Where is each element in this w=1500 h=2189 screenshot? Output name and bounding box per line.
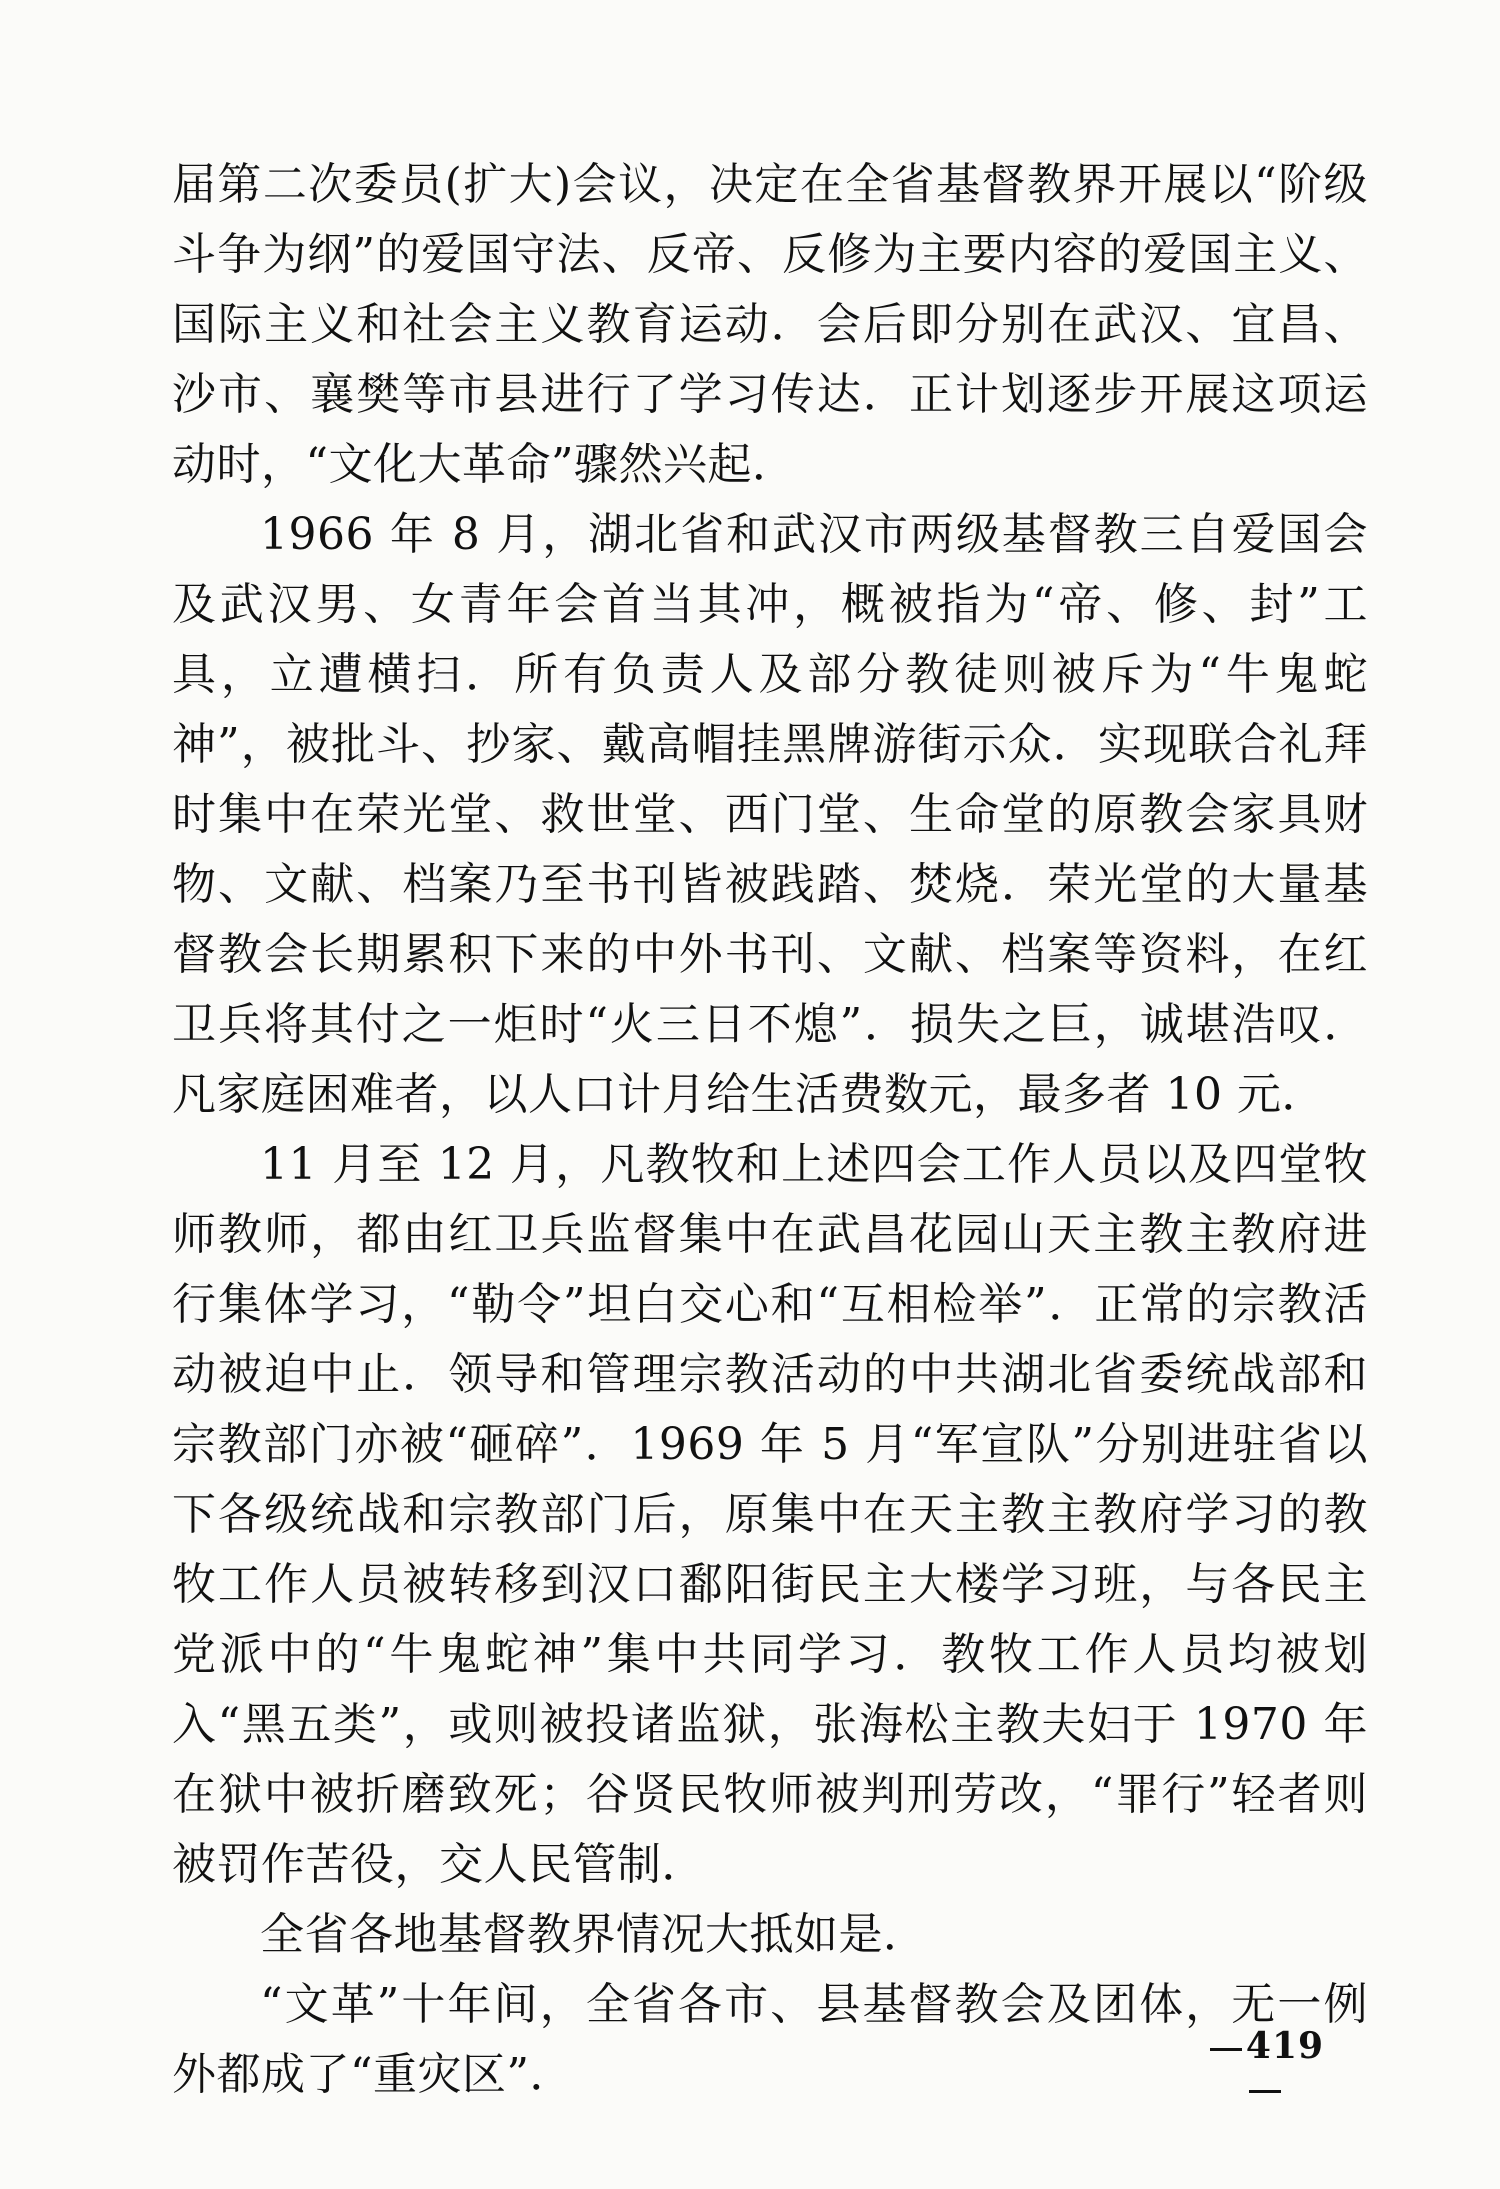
paragraph-continued: 届第二次委员(扩大)会议，决定在全省基督教界开展以“阶级斗争为纲”的爱国守法、反帝、反修为主要内容的爱国主义、国际主义和社会主义教育运动．会后即分别在武汉、宜昌、沙市、襄樊等市县进行了学习传达．正计划逐步开展这项运动时，“文化大革命”骤然兴起． — [172, 159, 1368, 490]
paragraph: “文革”十年间，全省各市、县基督教会及团体，无一例外都成了“重灾区”． — [172, 1979, 1368, 2100]
page-number-dash-left — [1210, 2048, 1242, 2051]
paragraph: 全省各地基督教界情况大抵如是． — [260, 1909, 928, 1960]
page-number — [1195, 2025, 1335, 2109]
paragraph: 11 月至 12 月，凡教牧和上述四会工作人员以及四堂牧师教师，都由红卫兵监督集中在武昌花园山天主教主教府进行集体学习，“勒令”坦白交心和“互相检举”．正常的宗教活动被迫中止．领导和管理宗教活动的中共湖北省委统战部和宗教部门亦被“砸碎”．1969 年 5 月“军宣队”分别进驻省以下各级统战和宗教部门后，原集中在天主教主教府学习的教牧工作人员被转移到汉口鄱阳街民主大楼学习班，与各民主党派中的“牛鬼蛇神”集中共同学习．教牧工作人员均被划入“黑五类”，或则被投诸监狱，张海松主教夫妇于 1970 年在狱中被折磨致死；谷贤民牧师被判刑劳改，“罪行”轻者则被罚作苦役，交人民管制． — [172, 1139, 1368, 1890]
body-text — [172, 150, 1368, 2110]
page-number-value: 419 — [1245, 2025, 1325, 2067]
paragraph: 1966 年 8 月，湖北省和武汉市两级基督教三自爱国会及武汉男、女青年会首当其冲，概被指为“帝、修、封”工具，立遭横扫．所有负责人及部分教徒则被斥为“牛鬼蛇神”，被批斗、抄家、戴高帽挂黑牌游街示众．实现联合礼拜时集中在荣光堂、救世堂、西门堂、生命堂的原教会家具财物、文献、档案乃至书刊皆被践踏、焚烧．荣光堂的大量基督教会长期累积下来的中外书刊、文献、档案等资料，在红卫兵将其付之一炬时“火三日不熄”．损失之巨，诚堪浩叹．凡家庭困难者，以人口计月给生活费数元，最多者 10 元． — [172, 509, 1368, 1120]
page-number-dash-right — [1249, 2090, 1281, 2093]
